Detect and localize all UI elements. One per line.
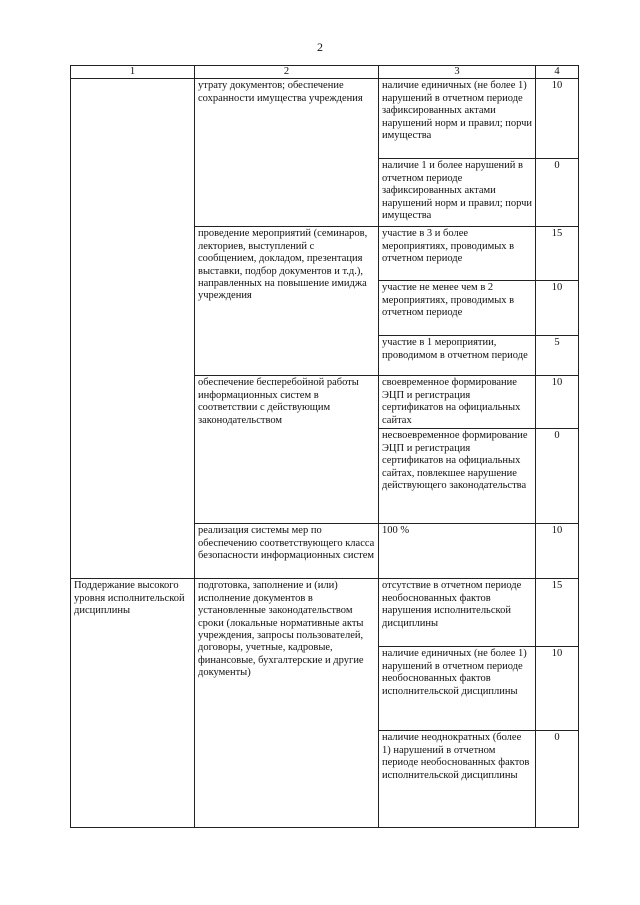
criterion-cell: участие в 1 мероприятии, проводимом в отчетном периоде xyxy=(379,336,536,376)
score-cell: 10 xyxy=(536,647,579,731)
indicator-cell: обеспечение бесперебойной работы информационных систем в соответствии с действующим законодательством xyxy=(195,376,379,524)
criterion-cell: наличие единичных (не более 1) нарушений в отчетном периоде зафиксированных актами нарушений норм и правил; порчи имущества xyxy=(379,79,536,159)
indicator-cell: проведение мероприятий (семинаров, лекториев, выступлений с сообщением, докладом, презентация выставки, подбор документов и т.д.), направленных на повышение имиджа учреждения xyxy=(195,227,379,376)
criterion-cell: наличие единичных (не более 1) нарушений в отчетном периоде необоснованных фактов исполнительской дисциплины xyxy=(379,647,536,731)
header-row xyxy=(71,66,579,79)
score-cell: 10 xyxy=(536,524,579,579)
score-cell: 0 xyxy=(536,429,579,524)
indicator-cell: утрату документов; обеспечение сохранности имущества учреждения xyxy=(195,79,379,227)
section-cell xyxy=(71,79,195,579)
criterion-cell: участие не менее чем в 2 мероприятиях, проводимых в отчетном периоде xyxy=(379,281,536,336)
score-cell: 15 xyxy=(536,227,579,281)
section-cell: Поддержание высокого уровня исполнительской дисциплины xyxy=(71,579,195,828)
score-cell: 0 xyxy=(536,159,579,227)
indicator-cell: реализация системы мер по обеспечению соответствующего класса безопасности информационных систем xyxy=(195,524,379,579)
criterion-cell: отсутствие в отчетном периоде необоснованных фактов нарушения исполнительской дисциплины xyxy=(379,579,536,647)
criterion-cell: наличие неоднократных (более 1) нарушений в отчетном периоде необоснованных фактов исполнительской дисциплины xyxy=(379,731,536,828)
score-cell: 5 xyxy=(536,336,579,376)
score-cell: 10 xyxy=(536,376,579,429)
header-col-4: 4 xyxy=(536,66,579,79)
table-row xyxy=(71,579,579,647)
header-col-2: 2 xyxy=(195,66,379,79)
criterion-cell: 100 % xyxy=(379,524,536,579)
header-col-3: 3 xyxy=(379,66,536,79)
criteria-table xyxy=(70,65,579,828)
score-cell: 0 xyxy=(536,731,579,828)
header-col-1: 1 xyxy=(71,66,195,79)
criterion-cell: своевременное формирование ЭЦП и регистрация сертификатов на официальных сайтах xyxy=(379,376,536,429)
criterion-cell: участие в 3 и более мероприятиях, проводимых в отчетном периоде xyxy=(379,227,536,281)
indicator-cell: подготовка, заполнение и (или) исполнение документов в установленные законодательством сроки (локальные нормативные акты учреждения, запросы пользователей, договоры, учетные, кадровые, финансовые, бухгалтерские и другие документы) xyxy=(195,579,379,828)
criterion-cell: несвоевременное формирование ЭЦП и регистрация сертификатов на официальных сайтах, повлекшее нарушение действующего законодательства xyxy=(379,429,536,524)
criterion-cell: наличие 1 и более нарушений в отчетном периоде зафиксированных актами нарушений норм и правил; порчи имущества xyxy=(379,159,536,227)
page-number: 2 xyxy=(317,40,323,54)
score-cell: 15 xyxy=(536,579,579,647)
table-row xyxy=(71,79,579,159)
score-cell: 10 xyxy=(536,79,579,159)
score-cell: 10 xyxy=(536,281,579,336)
